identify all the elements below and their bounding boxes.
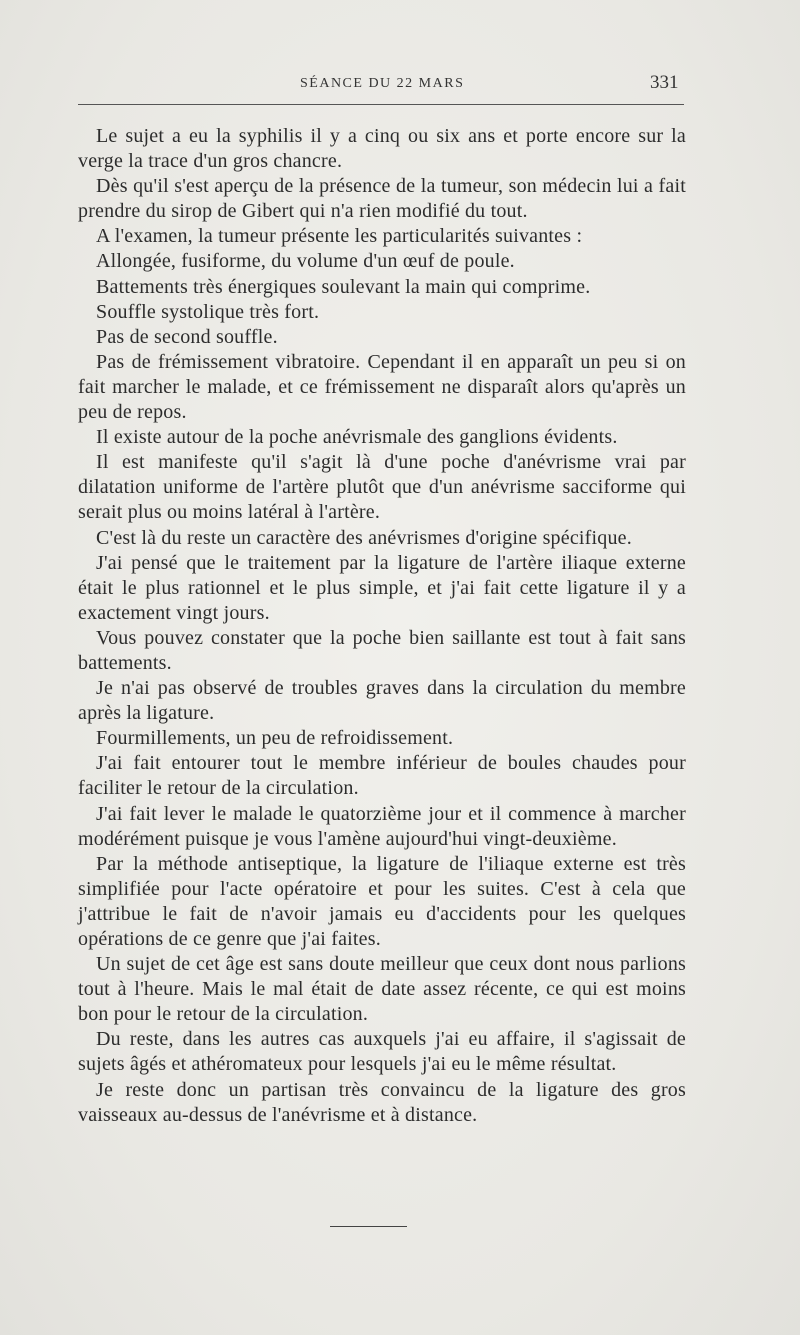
paragraph: Le sujet a eu la syphilis il y a cinq ou six ans et porte encore sur la verge la trace d'un gros chancre. [78, 125, 686, 173]
paragraph: Allongée, fusiforme, du volume d'un œuf de poule. [96, 250, 515, 273]
paragraph: Je n'ai pas observé de troubles graves dans la circulation du membre après la ligature. [78, 677, 686, 725]
paragraph: Il existe autour de la poche anévrismale des ganglions évidents. [96, 426, 618, 449]
paragraph: J'ai fait lever le malade le quatorzième jour et il commence à marcher modérément puisque je vous l'amène aujourd'hui vingt-deuxième. [78, 802, 686, 850]
paragraph: C'est là du reste un caractère des anévrismes d'origine spécifique. [96, 526, 632, 549]
page-number: 331 [650, 72, 679, 93]
paragraph: Un sujet de cet âge est sans doute meilleur que ceux dont nous parlions tout à l'heure. Mais le mal était de date assez récente, ce qui est moins bon pour le retour de la circulation. [78, 953, 686, 1026]
running-head: SÉANCE DU 22 MARS [300, 76, 465, 91]
paragraph: Du reste, dans les autres cas auxquels j'ai eu affaire, il s'agissait de sujets âgés et athéromateux pour lesquels j'ai eu le même résultat. [78, 1028, 686, 1076]
paragraph: Par la méthode antiseptique, la ligature de l'iliaque externe est très simplifiée pour l'acte opératoire et pour les suites. C'est à cela que j'attribue le fait de n'avoir jamais eu d'accidents pour les quelques opérations de ce genre que j'ai faites. [78, 852, 686, 950]
body-text [78, 124, 686, 1128]
closing-rule [330, 1226, 407, 1227]
paragraph: A l'examen, la tumeur présente les particularités suivantes : [96, 225, 583, 248]
paragraph: Je reste donc un partisan très convaincu de la ligature des gros vaisseaux au-dessus de l'anévrisme et à distance. [78, 1078, 686, 1126]
page-header [0, 70, 800, 100]
paragraph: Vous pouvez constater que la poche bien saillante est tout à fait sans battements. [78, 626, 686, 674]
paragraph: J'ai fait entourer tout le membre inférieur de boules chaudes pour faciliter le retour de la circulation. [78, 752, 686, 800]
paragraph: Pas de second souffle. [96, 325, 278, 348]
header-rule [78, 104, 684, 105]
paragraph: Fourmillements, un peu de refroidissement. [96, 727, 454, 750]
paragraph: J'ai pensé que le traitement par la ligature de l'artère iliaque externe était le plus rationnel et le plus simple, et j'ai fait cette ligature il y a exactement vingt jours. [78, 551, 686, 624]
paragraph: Dès qu'il s'est aperçu de la présence de la tumeur, son médecin lui a fait prendre du sirop de Gibert qui n'a rien modifié du tout. [78, 175, 686, 223]
paragraph: Souffle systolique très fort. [96, 300, 320, 323]
paragraph: Il est manifeste qu'il s'agit là d'une poche d'anévrisme vrai par dilatation uniforme de l'artère plutôt que d'un anévrisme sacciforme qui serait plus ou moins latéral à l'artère. [78, 451, 686, 524]
paragraph: Pas de frémissement vibratoire. Cependant il en apparaît un peu si on fait marcher le malade, et ce frémissement ne disparaît alors qu'après un peu de repos. [78, 350, 686, 424]
paragraph: Battements très énergiques soulevant la main qui comprime. [96, 275, 591, 298]
